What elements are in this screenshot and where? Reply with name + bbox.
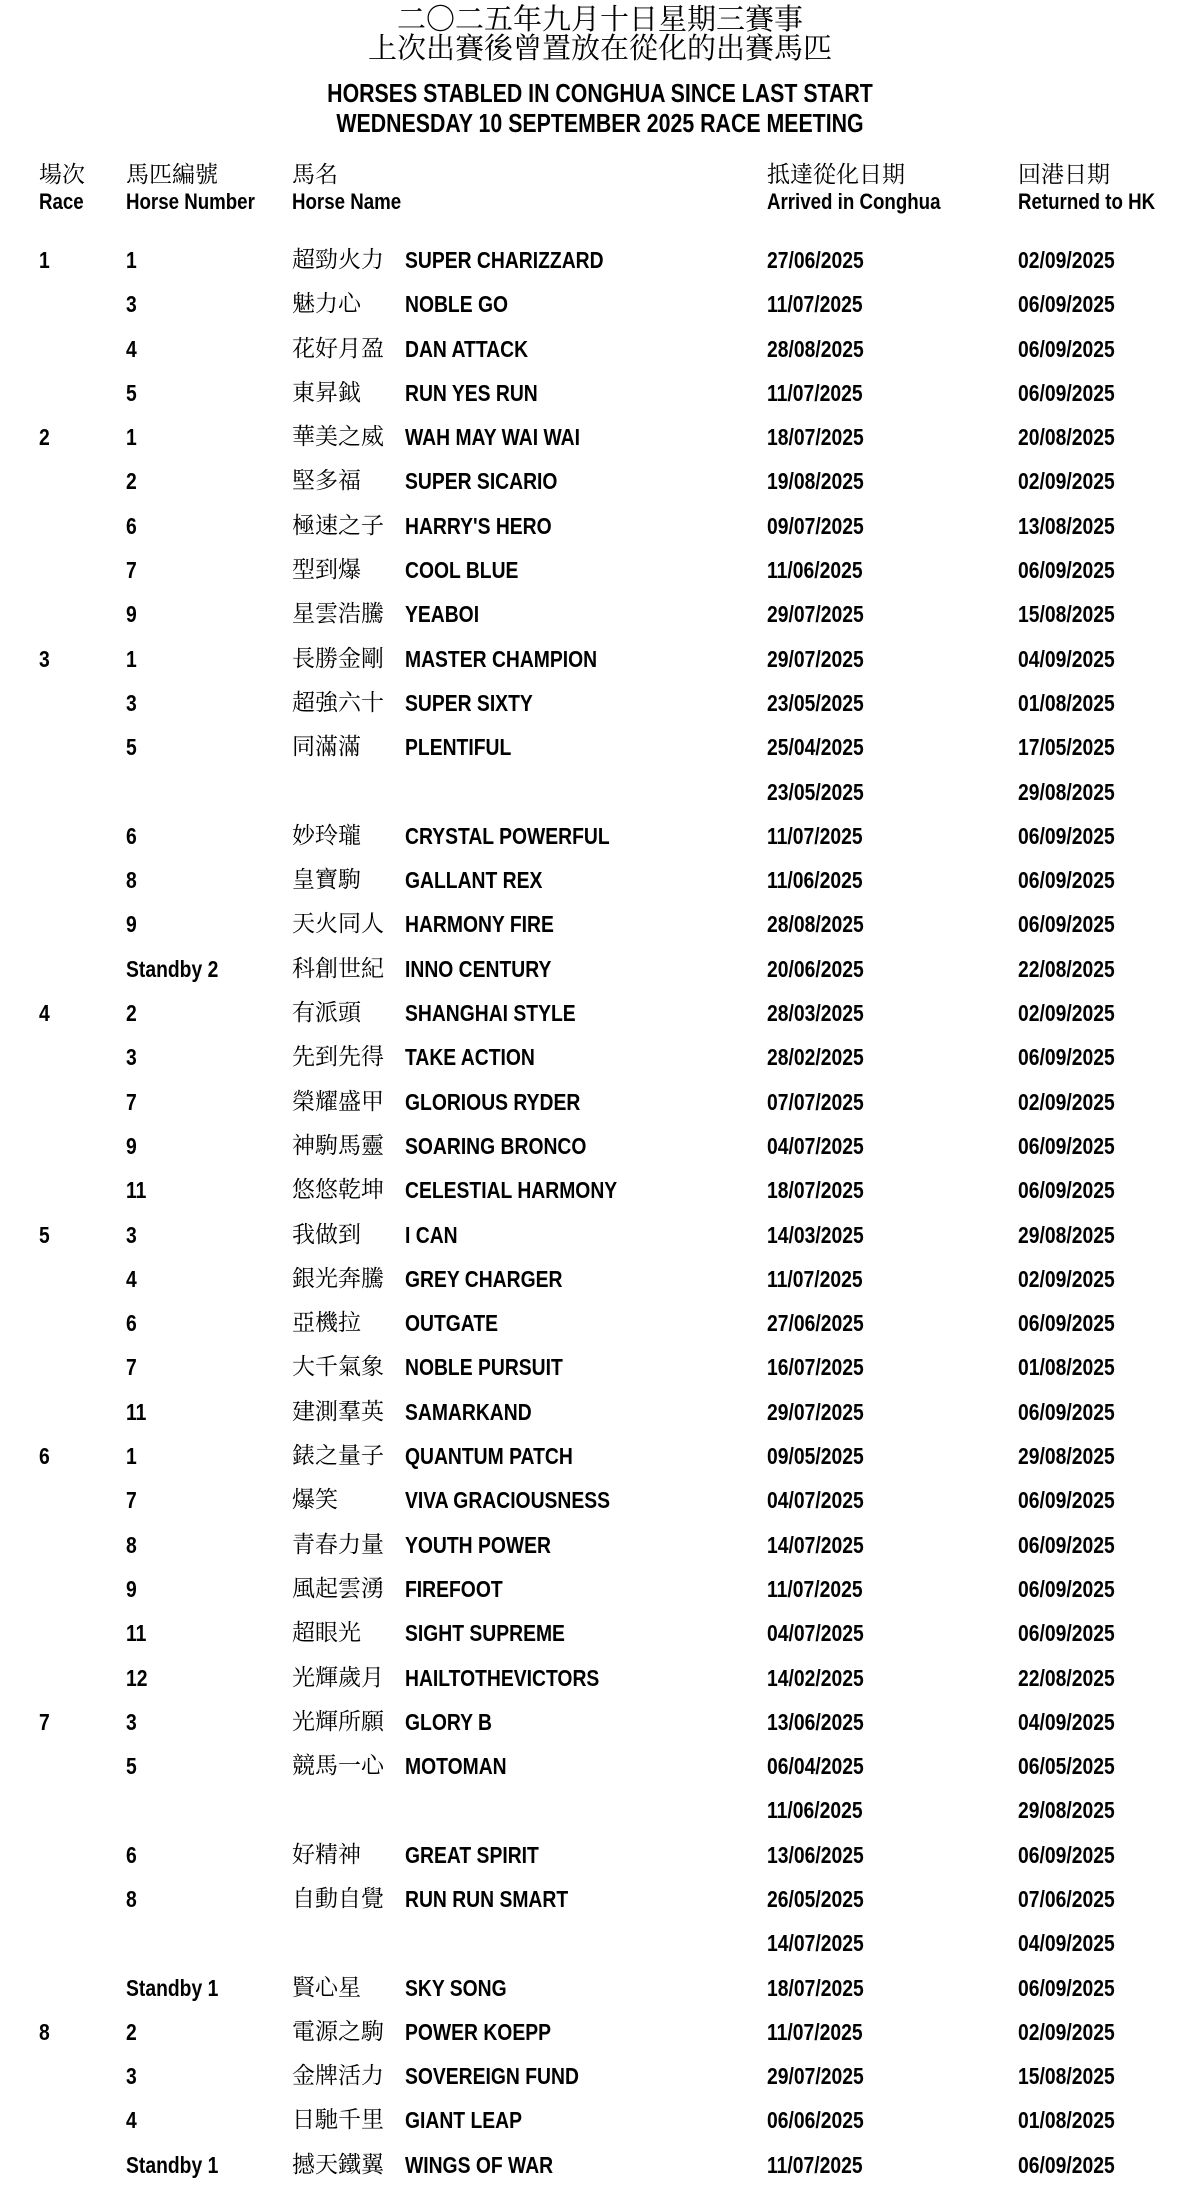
table-row [0,1791,1200,1835]
table-row [0,2101,1200,2145]
arrived-date-cell: 11/07/2025 [767,1265,863,1292]
returned-date-cell: 22/08/2025 [1018,1664,1115,1691]
horse-name-en-cell: NOBLE GO [405,291,509,318]
arrived-date-cell: 28/08/2025 [767,335,864,362]
table-row [0,2057,1200,2101]
table-row [0,728,1200,772]
horse-number-cell: 7 [126,1088,137,1115]
returned-date-cell: 07/06/2025 [1018,1885,1115,1912]
arrived-date-cell: 13/06/2025 [767,1708,864,1735]
horse-name-en-cell: YOUTH POWER [405,1531,551,1558]
horse-number-cell: 8 [126,1531,137,1558]
table-row [0,684,1200,728]
table-row [0,1127,1200,1171]
returned-date-cell: 06/09/2025 [1018,379,1115,406]
column-header-race [39,161,92,215]
horse-number-cell: 11 [126,1177,147,1204]
horse-name-en-cell: COOL BLUE [405,557,519,584]
returned-date-cell: 06/09/2025 [1018,291,1115,318]
returned-date-cell: 02/09/2025 [1018,247,1115,273]
returned-date-cell: 06/09/2025 [1018,1841,1115,1868]
horse-number-cell: 5 [126,734,137,761]
column-header-returned-zh: 回港日期 [1018,162,1110,188]
horse-name-zh-cell: 星雲浩騰 [292,601,384,628]
column-header-race-zh: 場次 [39,162,85,188]
title-en-line2: WEDNESDAY 10 SEPTEMBER 2025 RACE MEETING [336,108,864,138]
table-row [0,374,1200,418]
table-row [0,1437,1200,1481]
table-row [0,1924,1200,1968]
returned-date-cell: 29/08/2025 [1018,1221,1115,1248]
table-row [0,1083,1200,1127]
race-cell: 1 [39,247,50,273]
horse-name-zh-cell: 先到先得 [292,1044,384,1071]
race-cell: 4 [39,1000,50,1027]
table-row [0,1880,1200,1924]
table-row [0,1260,1200,1304]
arrived-date-cell: 20/06/2025 [767,955,864,982]
horse-number-cell: 11 [126,1398,147,1425]
title-zh-line1: 二〇二五年九月十日星期三賽事 [396,2,803,36]
horse-name-en-cell: SUPER CHARIZZARD [405,247,604,273]
horse-name-zh-cell: 自動自覺 [292,1885,384,1912]
horse-number-cell: 7 [126,1354,137,1381]
arrived-date-cell: 04/07/2025 [767,1620,864,1647]
horse-name-zh-cell: 金牌活力 [292,2063,384,2090]
returned-date-cell: 06/09/2025 [1018,1531,1115,1558]
arrived-date-cell: 11/07/2025 [767,1575,863,1602]
horse-name-zh-cell: 魅力心 [292,291,361,318]
returned-date-cell: 01/08/2025 [1018,1354,1115,1381]
horse-name-zh-cell: 青春力量 [292,1531,384,1558]
horse-number-cell: 3 [126,1221,137,1248]
horse-number-cell: 6 [126,1841,137,1868]
horse-number-cell: 4 [126,335,137,362]
horse-name-zh-cell: 超眼光 [292,1620,361,1647]
horse-name-en-cell: DAN ATTACK [405,335,529,362]
table-row [0,2013,1200,2057]
horse-name-en-cell: SHANGHAI STYLE [405,1000,576,1027]
column-header-returned [1018,161,1179,215]
horse-number-cell: 3 [126,291,137,318]
returned-date-cell: 01/08/2025 [1018,689,1115,716]
horse-name-zh-cell: 建測羣英 [292,1398,384,1425]
arrived-date-cell: 06/04/2025 [767,1753,864,1780]
horse-name-en-cell: WAH MAY WAI WAI [405,424,580,451]
table-row [0,817,1200,861]
horse-name-en-cell: PLENTIFUL [405,734,512,761]
horse-number-cell: 9 [126,601,137,628]
returned-date-cell: 06/09/2025 [1018,1398,1115,1425]
horse-name-en-cell: GALLANT REX [405,867,543,894]
column-header-horse-name [292,161,420,215]
horse-name-en-cell: HARRY'S HERO [405,512,552,539]
horse-name-en-cell: INNO CENTURY [405,955,552,982]
returned-date-cell: 06/09/2025 [1018,2151,1115,2178]
table-row [0,1659,1200,1703]
horse-name-zh-cell: 同滿滿 [292,734,361,761]
column-header-horse-name-zh: 馬名 [292,162,338,188]
horse-number-cell: 1 [126,424,137,451]
table-row [0,1526,1200,1570]
arrived-date-cell: 19/08/2025 [767,468,864,495]
horse-number-cell: 12 [126,1664,148,1691]
horse-name-en-cell: SOARING BRONCO [405,1132,587,1159]
arrived-date-cell: 18/07/2025 [767,1974,864,2001]
returned-date-cell: 06/09/2025 [1018,335,1115,362]
race-cell: 6 [39,1443,50,1470]
arrived-date-cell: 14/07/2025 [767,1930,864,1957]
column-header-horse-number-zh: 馬匹編號 [126,162,218,188]
horse-name-en-cell: RUN RUN SMART [405,1885,569,1912]
horse-number-cell: 2 [126,1000,137,1027]
table-row [0,285,1200,329]
arrived-date-cell: 18/07/2025 [767,1177,864,1204]
arrived-date-cell: 11/07/2025 [767,291,863,318]
horse-number-cell: 3 [126,1708,137,1735]
horse-number-cell: 1 [126,247,137,273]
horse-number-cell: 2 [126,468,137,495]
arrived-date-cell: 27/06/2025 [767,1310,864,1337]
horse-name-en-cell: CRYSTAL POWERFUL [405,822,610,849]
horse-name-zh-cell: 賢心星 [292,1974,361,2001]
horse-name-en-cell: YEABOI [405,601,480,628]
horse-name-en-cell: FIREFOOT [405,1575,503,1602]
table-row [0,1393,1200,1437]
horse-name-zh-cell: 皇寶駒 [292,867,361,894]
table-row [0,905,1200,949]
returned-date-cell: 06/09/2025 [1018,867,1115,894]
returned-date-cell: 29/08/2025 [1018,1443,1115,1470]
arrived-date-cell: 18/07/2025 [767,424,864,451]
horse-number-cell: 7 [126,557,137,584]
table-row [0,861,1200,905]
returned-date-cell: 02/09/2025 [1018,1000,1115,1027]
horse-name-zh-cell: 光輝所願 [292,1708,384,1735]
horse-number-cell: 2 [126,2018,137,2045]
table-row [0,1703,1200,1747]
returned-date-cell: 29/08/2025 [1018,1797,1115,1824]
horse-name-zh-cell: 我做到 [292,1221,361,1248]
horse-number-cell: 6 [126,822,137,849]
horse-name-en-cell: SAMARKAND [405,1398,532,1425]
table-row [0,1969,1200,2013]
horse-name-en-cell: I CAN [405,1221,458,1248]
returned-date-cell: 06/09/2025 [1018,1620,1115,1647]
table-row [0,1038,1200,1082]
returned-date-cell: 02/09/2025 [1018,1265,1115,1292]
horse-number-cell: Standby 1 [126,2151,219,2178]
arrived-date-cell: 07/07/2025 [767,1088,864,1115]
arrived-date-cell: 09/07/2025 [767,512,864,539]
horse-number-cell: 9 [126,1575,137,1602]
horse-number-cell: 3 [126,689,137,716]
table-row [0,418,1200,462]
returned-date-cell: 04/09/2025 [1018,645,1115,672]
arrived-date-cell: 11/06/2025 [767,1797,863,1824]
horse-name-zh-cell: 競馬一心 [292,1753,384,1780]
arrived-date-cell: 06/06/2025 [767,2107,864,2134]
arrived-date-cell: 28/03/2025 [767,1000,864,1027]
returned-date-cell: 02/09/2025 [1018,1088,1115,1115]
returned-date-cell: 04/09/2025 [1018,1930,1115,1957]
horse-name-en-cell: SOVEREIGN FUND [405,2063,579,2090]
horse-number-cell: 8 [126,1885,137,1912]
horse-name-zh-cell: 電源之駒 [292,2018,384,2045]
arrived-date-cell: 09/05/2025 [767,1443,864,1470]
horse-name-zh-cell: 銀光奔騰 [292,1265,384,1292]
returned-date-cell: 29/08/2025 [1018,778,1115,805]
returned-date-cell: 06/09/2025 [1018,1310,1115,1337]
table-row [0,241,1200,285]
horse-name-zh-cell: 大千氣象 [292,1354,384,1381]
table-row [0,330,1200,374]
horse-name-zh-cell: 長勝金剛 [292,645,384,672]
table-row [0,1216,1200,1260]
horse-number-cell: 8 [126,867,137,894]
table-row [0,994,1200,1038]
horse-name-zh-cell: 錶之量子 [292,1443,384,1470]
arrived-date-cell: 11/07/2025 [767,822,863,849]
horse-name-en-cell: SIGHT SUPREME [405,1620,565,1647]
horse-name-en-cell: QUANTUM PATCH [405,1443,573,1470]
race-cell: 3 [39,645,50,672]
race-cell: 8 [39,2018,50,2045]
horse-name-zh-cell: 花好月盈 [292,335,384,362]
horse-name-zh-cell: 日馳千里 [292,2107,384,2134]
arrived-date-cell: 11/06/2025 [767,557,863,584]
horse-name-zh-cell: 東昇鉞 [292,379,361,406]
arrived-date-cell: 23/05/2025 [767,689,864,716]
arrived-date-cell: 14/03/2025 [767,1221,864,1248]
horse-number-cell: Standby 1 [126,1974,219,2001]
title-en-line1: HORSES STABLED IN CONGHUA SINCE LAST START [327,78,873,108]
arrived-date-cell: 11/07/2025 [767,379,863,406]
horse-name-zh-cell: 型到爆 [292,557,361,584]
horse-number-cell: 6 [126,1310,137,1337]
returned-date-cell: 06/09/2025 [1018,1575,1115,1602]
arrived-date-cell: 26/05/2025 [767,1885,864,1912]
horse-name-en-cell: NOBLE PURSUIT [405,1354,563,1381]
horse-name-zh-cell: 堅多福 [292,468,361,495]
arrived-date-cell: 13/06/2025 [767,1841,864,1868]
horse-name-en-cell: GREAT SPIRIT [405,1841,539,1868]
horse-name-zh-cell: 天火同人 [292,911,384,938]
horse-name-zh-cell: 光輝歲月 [292,1664,384,1691]
horse-name-en-cell: RUN YES RUN [405,379,538,406]
column-header-horse-number-en: Horse Number [126,189,255,214]
arrived-date-cell: 04/07/2025 [767,1132,864,1159]
table-row [0,773,1200,817]
horse-name-zh-cell: 神駒馬靈 [292,1132,384,1159]
horse-name-zh-cell: 撼天鐵翼 [292,2151,384,2178]
returned-date-cell: 06/09/2025 [1018,1177,1115,1204]
returned-date-cell: 01/08/2025 [1018,2107,1115,2134]
returned-date-cell: 06/09/2025 [1018,1132,1115,1159]
arrived-date-cell: 29/07/2025 [767,645,864,672]
horse-name-en-cell: SKY SONG [405,1974,507,2001]
horse-name-zh-cell: 有派頭 [292,1000,361,1027]
column-header-race-en: Race [39,189,84,214]
table-row [0,1747,1200,1791]
horse-number-cell: 1 [126,645,137,672]
horse-name-en-cell: HARMONY FIRE [405,911,554,938]
horse-name-en-cell: GLORIOUS RYDER [405,1088,581,1115]
horse-name-en-cell: TAKE ACTION [405,1044,535,1071]
horse-number-cell: 4 [126,2107,137,2134]
table-row [0,1171,1200,1215]
arrived-date-cell: 29/07/2025 [767,1398,864,1425]
returned-date-cell: 06/09/2025 [1018,1487,1115,1514]
returned-date-cell: 06/09/2025 [1018,1974,1115,2001]
returned-date-cell: 13/08/2025 [1018,512,1115,539]
arrived-date-cell: 11/07/2025 [767,2151,863,2178]
horse-number-cell: 11 [126,1620,147,1647]
horse-number-cell: 3 [126,2063,137,2090]
arrived-date-cell: 04/07/2025 [767,1487,864,1514]
horse-name-en-cell: MOTOMAN [405,1753,507,1780]
table-row [0,1481,1200,1525]
arrived-date-cell: 16/07/2025 [767,1354,864,1381]
returned-date-cell: 15/08/2025 [1018,2063,1115,2090]
horse-name-zh-cell: 榮耀盛甲 [292,1088,384,1115]
horse-name-en-cell: OUTGATE [405,1310,499,1337]
arrived-date-cell: 14/07/2025 [767,1531,864,1558]
table-row [0,595,1200,639]
returned-date-cell: 04/09/2025 [1018,1708,1115,1735]
horse-name-zh-cell: 爆笑 [292,1487,338,1514]
horse-name-en-cell: VIVA GRACIOUSNESS [405,1487,611,1514]
horse-number-cell: 1 [126,1443,137,1470]
column-header-arrived-zh: 抵達從化日期 [767,162,905,188]
arrived-date-cell: 28/08/2025 [767,911,864,938]
returned-date-cell: 06/09/2025 [1018,1044,1115,1071]
horse-name-en-cell: GREY CHARGER [405,1265,563,1292]
table-row [0,640,1200,684]
table-row [0,551,1200,595]
horse-number-cell: Standby 2 [126,955,219,982]
horse-name-en-cell: SUPER SIXTY [405,689,533,716]
horse-number-cell: 7 [126,1487,137,1514]
returned-date-cell: 02/09/2025 [1018,2018,1115,2045]
returned-date-cell: 06/09/2025 [1018,557,1115,584]
horse-table [0,241,1200,2190]
table-row [0,1614,1200,1658]
arrived-date-cell: 11/07/2025 [767,2018,863,2045]
column-header-returned-en: Returned to HK [1018,189,1156,214]
horse-name-en-cell: MASTER CHAMPION [405,645,598,672]
returned-date-cell: 20/08/2025 [1018,424,1115,451]
returned-date-cell: 06/09/2025 [1018,911,1115,938]
column-header-horse-number [126,161,278,215]
arrived-date-cell: 29/07/2025 [767,601,864,628]
table-row [0,1304,1200,1348]
horse-name-en-cell: WINGS OF WAR [405,2151,554,2178]
table-row [0,2146,1200,2190]
returned-date-cell: 22/08/2025 [1018,955,1115,982]
arrived-date-cell: 23/05/2025 [767,778,864,805]
horse-number-cell: 4 [126,1265,137,1292]
horse-name-zh-cell: 科創世紀 [292,955,384,982]
race-cell: 5 [39,1221,50,1248]
horse-number-cell: 6 [126,512,137,539]
horse-number-cell: 5 [126,379,137,406]
table-row [0,507,1200,551]
returned-date-cell: 06/09/2025 [1018,822,1115,849]
race-cell: 2 [39,424,50,451]
arrived-date-cell: 11/06/2025 [767,867,863,894]
horse-number-cell: 3 [126,1044,137,1071]
table-row [0,950,1200,994]
returned-date-cell: 06/05/2025 [1018,1753,1115,1780]
horse-name-zh-cell: 亞機拉 [292,1310,361,1337]
horse-name-en-cell: GIANT LEAP [405,2107,522,2134]
arrived-date-cell: 28/02/2025 [767,1044,864,1071]
returned-date-cell: 15/08/2025 [1018,601,1115,628]
horse-name-zh-cell: 華美之威 [292,424,384,451]
horse-name-en-cell: POWER KOEPP [405,2018,552,2045]
column-header-arrived-en: Arrived in Conghua [767,189,941,214]
horse-number-cell: 5 [126,1753,137,1780]
horse-name-en-cell: CELESTIAL HARMONY [405,1177,618,1204]
table-row [0,462,1200,506]
horse-name-en-cell: GLORY B [405,1708,492,1735]
horse-name-zh-cell: 風起雲湧 [292,1575,384,1602]
arrived-date-cell: 25/04/2025 [767,734,864,761]
returned-date-cell: 17/05/2025 [1018,734,1115,761]
returned-date-cell: 02/09/2025 [1018,468,1115,495]
horse-name-zh-cell: 好精神 [292,1841,361,1868]
horse-number-cell: 9 [126,1132,137,1159]
table-row [0,1836,1200,1880]
horse-name-zh-cell: 悠悠乾坤 [292,1177,384,1204]
horse-name-zh-cell: 妙玲瓏 [292,822,361,849]
horse-name-zh-cell: 超勁火力 [292,247,384,273]
column-header-arrived [767,161,971,215]
horse-name-zh-cell: 超強六十 [292,689,384,716]
arrived-date-cell: 29/07/2025 [767,2063,864,2090]
table-row [0,1348,1200,1392]
horse-number-cell: 9 [126,911,137,938]
horse-name-en-cell: SUPER SICARIO [405,468,558,495]
table-row [0,1570,1200,1614]
race-cell: 7 [39,1708,50,1735]
arrived-date-cell: 14/02/2025 [767,1664,864,1691]
column-header-horse-name-en: Horse Name [292,189,402,214]
title-zh-line2: 上次出賽後曾置放在從化的出賽馬匹 [367,31,832,65]
arrived-date-cell: 27/06/2025 [767,247,864,273]
horse-name-zh-cell: 極速之子 [292,512,384,539]
horse-name-en-cell: HAILTOTHEVICTORS [405,1664,600,1691]
